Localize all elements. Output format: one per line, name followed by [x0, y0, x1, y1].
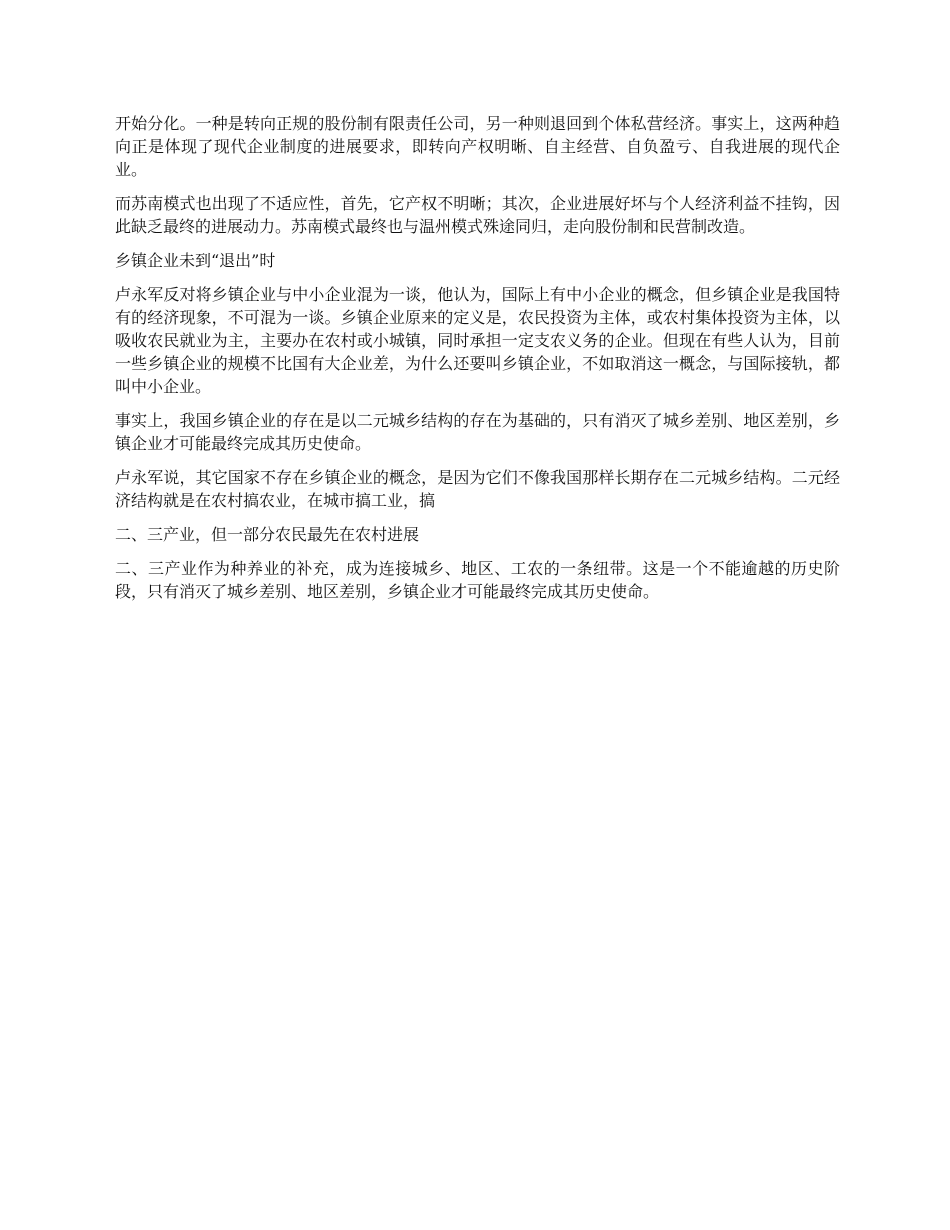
- paragraph-5: 卢永军说，其它国家不存在乡镇企业的概念，是因为它们不像我国那样长期存在二元城乡结构。二元经济结构就是在农村搞农业，在城市搞工业，搞: [115, 468, 840, 510]
- document-page: [115, 112, 840, 614]
- section-heading: 乡镇企业未到“退出”时: [115, 251, 276, 270]
- paragraph-6: 二、三产业，但一部分农民最先在农村进展: [115, 525, 420, 544]
- paragraph-3: 卢永军反对将乡镇企业与中小企业混为一谈，他认为，国际上有中小企业的概念，但乡镇企业是我国特有的经济现象，不可混为一谈。乡镇企业原来的定义是，农民投资为主体，或农村集体投资为主体，以吸收农民就业为主，主要办在农村或小城镇，同时承担一定支农义务的企业。但现在有些人认为，目前一些乡镇企业的规模不比国有大企业差，为什么还要叫乡镇企业，不如取消这一概念，与国际接轨，都叫中小企业。: [115, 285, 840, 396]
- paragraph-7: 二、三产业作为种养业的补充，成为连接城乡、地区、工农的一条纽带。这是一个不能逾越的历史阶段，只有消灭了城乡差别、地区差别，乡镇企业才可能最终完成其历史使命。: [115, 559, 840, 601]
- paragraph-4: 事实上，我国乡镇企业的存在是以二元城乡结构的存在为基础的，只有消灭了城乡差别、地区差别，乡镇企业才可能最终完成其历史使命。: [115, 411, 840, 453]
- paragraph-1: 开始分化。一种是转向正规的股份制有限责任公司，另一种则退回到个体私营经济。事实上，这两种趋向正是体现了现代企业制度的进展要求，即转向产权明晰、自主经营、自负盈亏、自我进展的现代企业。: [115, 114, 840, 179]
- paragraph-2: 而苏南模式也出现了不适应性，首先，它产权不明晰；其次，企业进展好坏与个人经济利益不挂钩，因此缺乏最终的进展动力。苏南模式最终也与温州模式殊途同归，走向股份制和民营制改造。: [115, 194, 840, 236]
